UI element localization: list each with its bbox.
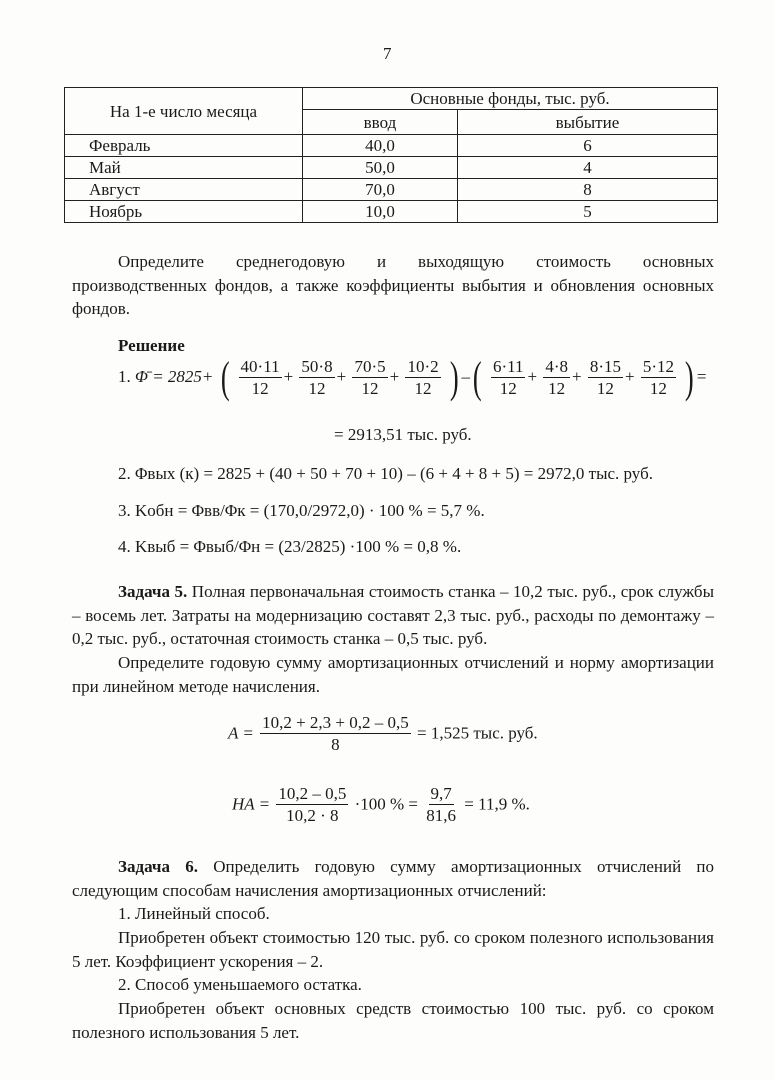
page-number: 7 bbox=[383, 44, 392, 63]
task-6-paragraph: Задача 6. Определить годовую сумму амортизационных отчислений по следующим способам начисления амортизационных отчислений: bbox=[72, 857, 714, 900]
task-6-item-2: 2. Способ уменьшаемого остатка. bbox=[118, 975, 362, 994]
formula-2: 2. Φвых (к) = 2825 + (40 + 50 + 70 + 10) – (6 + 4 + 8 + 5) = 2972,0 тыс. руб. bbox=[118, 464, 653, 483]
table-row: Ноябрь 10,0 5 bbox=[65, 201, 718, 223]
formula-4: 4. Kвыб = Φвыб/Φн = (23/2825) ·100 % = 0,8 %. bbox=[118, 537, 462, 556]
task-5-question: Определите годовую сумму амортизационных отчислений и норму амортизации при линейном методе начисления. bbox=[72, 653, 714, 696]
formula-1: 1. Φ̄ = 2825+ ( $\frac{40\cdot 11}{12}$ + $\frac{50\cdot 8}{12}$ + $\frac{70\cdot 5}{12}$ + $\frac{10\cdot 2}{12}$ ) –( $\frac{6\cdot 11}{12}$ + $\frac{4\cdot 8}{12}$ + $\frac{8\cdot 15}{12}$ + $\frac{5\cdot 12}{12}$ ) = bbox=[118, 353, 707, 402]
formula-3: 3. Kобн = Φвв/Φк = (170,0/2972,0) · 100 % = 5,7 %. bbox=[118, 501, 485, 520]
task-6-item-1: 1. Линейный способ. bbox=[118, 904, 270, 923]
formula-h: HA = $\frac{10,2 - 0,5}{10,2 \cdot 8}$ ·100 % = $\frac{9,7}{81,6}$ = 11,9 %. bbox=[232, 784, 530, 825]
header-in: ввод bbox=[303, 110, 458, 135]
header-out: выбытие bbox=[457, 110, 717, 135]
header-assets: Основные фонды, тыс. руб. bbox=[303, 88, 718, 110]
header-month: На 1-е число месяца bbox=[65, 88, 303, 135]
table-row: Май 50,0 4 bbox=[65, 157, 718, 179]
solution-heading: Решение bbox=[118, 336, 185, 355]
question-paragraph: Определите среднегодовую и выходящую стоимость основных производственных фондов, а также коэффициенты выбытия и обновления основных фондов. bbox=[72, 252, 714, 318]
fixed-assets-table bbox=[64, 87, 718, 223]
table-row: Февраль 40,0 6 bbox=[65, 135, 718, 157]
formula-a: A = $\frac{10,2 + 2,3 + 0,2 - 0,5}{8}$ = 1,525 тыс. руб. bbox=[228, 713, 538, 754]
task-6-item-2-text: Приобретен объект основных средств стоимостью 100 тыс. руб. со сроком полезного использования 5 лет. bbox=[72, 999, 714, 1042]
task-6-item-1-text: Приобретен объект стоимостью 120 тыс. руб. со сроком полезного использования 5 лет. Коэффициент ускорения – 2. bbox=[72, 928, 714, 971]
task-5-paragraph: Задача 5. Полная первоначальная стоимость станка – 10,2 тыс. руб., срок службы – восемь лет. Затраты на модернизацию составят 2,3 тыс. руб., расходы по демонтажу – 0,2 тыс. руб., остаточная стоимость станка – 0,5 тыс. руб. bbox=[72, 582, 714, 648]
formula-1-result: = 2913,51 тыс. руб. bbox=[334, 425, 472, 444]
table-row: Август 70,0 8 bbox=[65, 179, 718, 201]
